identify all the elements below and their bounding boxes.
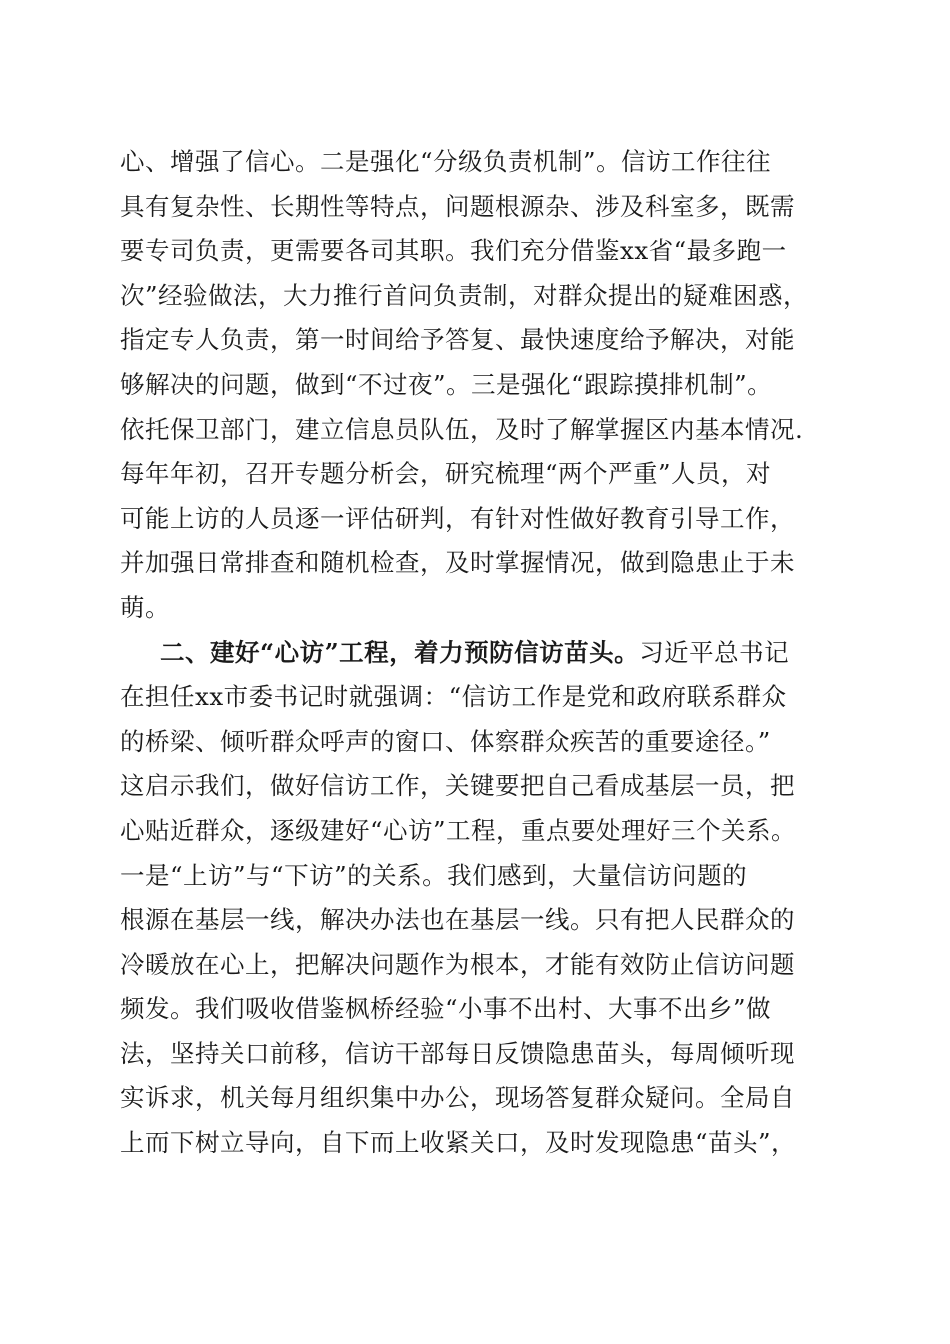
text-line: 冷暖放在心上，把解决问题作为根本，才能有效防止信访问题 bbox=[120, 949, 795, 979]
text-line: 一是“上访”与“下访”的关系。我们感到，大量信访问题的 bbox=[120, 860, 748, 890]
text-line: 并加强日常排查和随机检查，及时掌握情况，做到隐患止于未 bbox=[120, 548, 795, 578]
text-line: 法，坚持关口前移，信访干部每日反馈隐患苗头，每周倾听现 bbox=[120, 1038, 795, 1068]
paragraph-continued bbox=[120, 140, 840, 1166]
text-line: 次”经验做法，大力推行首问负责制，对群众提出的疑难困惑， bbox=[120, 280, 809, 310]
section-heading-line bbox=[120, 631, 840, 676]
text-line: 频发。我们吸收借鉴枫桥经验“小事不出村、大事不出乡”做 bbox=[120, 994, 772, 1024]
text-line: 指定专人负责，第一时间给予答复、最快速度给予解决，对能 bbox=[120, 325, 795, 355]
text-line: 可能上访的人员逐一评估研判，有针对性做好教育引导工作， bbox=[120, 503, 795, 533]
text-line: 够解决的问题，做到“不过夜”。三是强化“跟踪摸排机制”。 bbox=[120, 369, 773, 399]
text-run: 习近平总书记 bbox=[639, 637, 790, 667]
text-line: 根源在基层一线，解决办法也在基层一线。只有把人民群众的 bbox=[120, 905, 795, 935]
text-line: 依托保卫部门，建立信息员队伍，及时了解掌握区内基本情况. bbox=[120, 414, 804, 444]
text-line: 心贴近群众，逐级建好“心访”工程，重点要处理好三个关系。 bbox=[120, 815, 797, 845]
text-line: 心、增强了信心。二是强化“分级负责机制”。信访工作往往 bbox=[120, 147, 772, 176]
text-line: 这启示我们，做好信访工作，关键要把自己看成基层一员，把 bbox=[120, 771, 795, 801]
section-heading: 二、建好“心访”工程，着力预防信访苗头。 bbox=[160, 637, 640, 667]
text-line: 实诉求，机关每月组织集中办公，现场答复群众疑问。全局自 bbox=[120, 1083, 795, 1113]
text-line: 具有复杂性、长期性等特点，问题根源杂、涉及科室多，既需 bbox=[120, 191, 795, 221]
text-line: 上而下树立导向，自下而上收紧关口，及时发现隐患“苗头”， bbox=[120, 1128, 797, 1158]
text-line: 的桥梁、倾听群众呼声的窗口、体察群众疾苦的重要途径。” bbox=[120, 726, 771, 756]
text-line: 每年年初，召开专题分析会，研究梳理“两个严重”人员，对 bbox=[120, 459, 772, 489]
text-line: 萌。 bbox=[120, 592, 170, 622]
text-line: 在担任xx市委书记时就强调：“信访工作是党和政府联系群众 bbox=[120, 682, 787, 712]
text-line: 要专司负责，更需要各司其职。我们充分借鉴xx省“最多跑一 bbox=[120, 236, 787, 266]
